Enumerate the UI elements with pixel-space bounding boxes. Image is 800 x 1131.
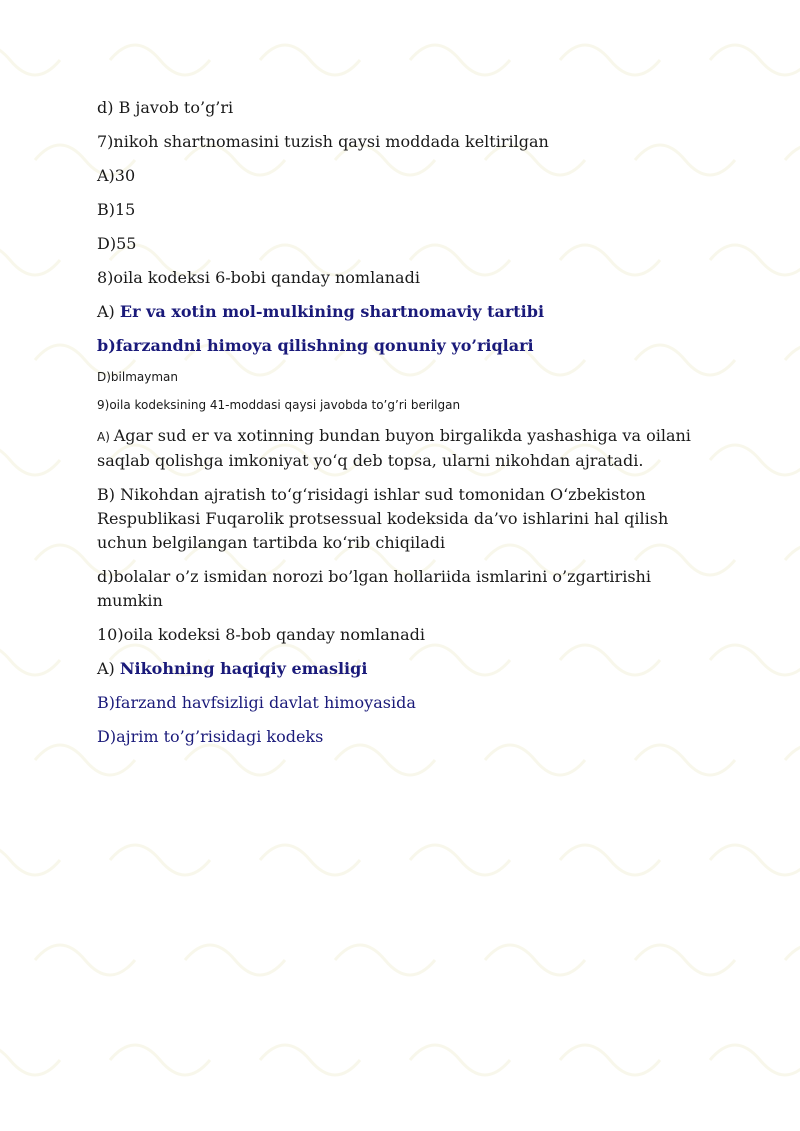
watermark-stroke	[335, 945, 435, 975]
watermark-stroke	[710, 45, 800, 75]
watermark-stroke	[0, 45, 60, 75]
watermark-stroke	[0, 845, 60, 875]
option-a-paragraph	[97, 424, 717, 473]
watermark-stroke	[110, 45, 210, 75]
option-a-answer	[97, 300, 717, 324]
watermark-stroke	[110, 845, 210, 875]
watermark-stroke	[710, 1045, 800, 1075]
option-b-answer: b)farzandni himoya qilishning qonuniy yo’riqlari	[97, 336, 534, 355]
question-8: 8)oila kodeksi 6-bobi qanday nomlanadi	[97, 268, 420, 287]
option-prefix: A)	[97, 659, 120, 678]
watermark-stroke	[785, 545, 800, 575]
watermark-stroke	[485, 945, 585, 975]
watermark-stroke	[785, 945, 800, 975]
watermark-stroke	[0, 445, 60, 475]
option-prefix: A)	[97, 430, 114, 444]
watermark-stroke	[785, 345, 800, 375]
option-d: D)bilmayman	[97, 370, 178, 384]
question-7: 7)nikoh shartnomasini tuzish qaysi moddada keltirilgan	[97, 132, 549, 151]
watermark-stroke	[0, 645, 60, 675]
watermark-stroke	[185, 945, 285, 975]
watermark-stroke	[560, 845, 660, 875]
watermark-stroke	[410, 45, 510, 75]
option-b: B)farzand havfsizligi davlat himoyasida	[97, 693, 416, 712]
watermark-stroke	[560, 45, 660, 75]
option-text: Agar sud er va xotinning bundan buyon birgalikda yashashiga va oilani saqlab qolishga imkoniyat yo‘q deb topsa, ularni nikohdan ajratadi.	[97, 426, 691, 470]
question-10: 10)oila kodeksi 8-bob qanday nomlanadi	[97, 625, 425, 644]
watermark-stroke	[785, 745, 800, 775]
watermark-stroke	[0, 245, 60, 275]
watermark-stroke	[260, 1045, 360, 1075]
highlighted-answer: Nikohning haqiqiy emasligi	[119, 659, 368, 678]
option-d: D)55	[97, 234, 137, 253]
watermark-stroke	[710, 645, 800, 675]
watermark-stroke	[710, 245, 800, 275]
question-9: 9)oila kodeksining 41-moddasi qaysi javobda to’g’ri berilgan	[97, 398, 461, 412]
option-b-paragraph: B) Nikohdan ajratish to‘g‘risidagi ishlar sud tomonidan O‘zbekiston Respublikasi Fuqarolik protsessual kodeksida da’vo ishlarini hal qilish uchun belgilangan tartibda ko‘rib chiqiladi	[97, 485, 669, 552]
watermark-stroke	[710, 445, 800, 475]
watermark-stroke	[260, 845, 360, 875]
option-b: B)15	[97, 200, 136, 219]
watermark-stroke	[35, 945, 135, 975]
watermark-stroke	[110, 1045, 210, 1075]
watermark-stroke	[0, 1045, 60, 1075]
option-prefix: A)	[97, 302, 120, 321]
option-d: D)ajrim to’g’risidagi kodeks	[97, 727, 324, 746]
watermark-stroke	[710, 845, 800, 875]
watermark-stroke	[410, 1045, 510, 1075]
watermark-stroke	[260, 45, 360, 75]
highlighted-answer: Er va xotin mol-mulkining shartnomaviy tartibi	[119, 302, 545, 321]
watermark-stroke	[635, 945, 735, 975]
watermark-stroke	[785, 145, 800, 175]
option-d: d)bolalar o’z ismidan norozi bo’lgan hollariida ismlarini o’zgartirishi mumkin	[97, 567, 651, 610]
option-a-answer	[97, 657, 717, 681]
answer-line: d) B javob to’g’ri	[97, 98, 234, 117]
watermark-stroke	[560, 1045, 660, 1075]
option-a: A)30	[97, 166, 136, 185]
watermark-stroke	[410, 845, 510, 875]
document-body	[97, 96, 717, 759]
